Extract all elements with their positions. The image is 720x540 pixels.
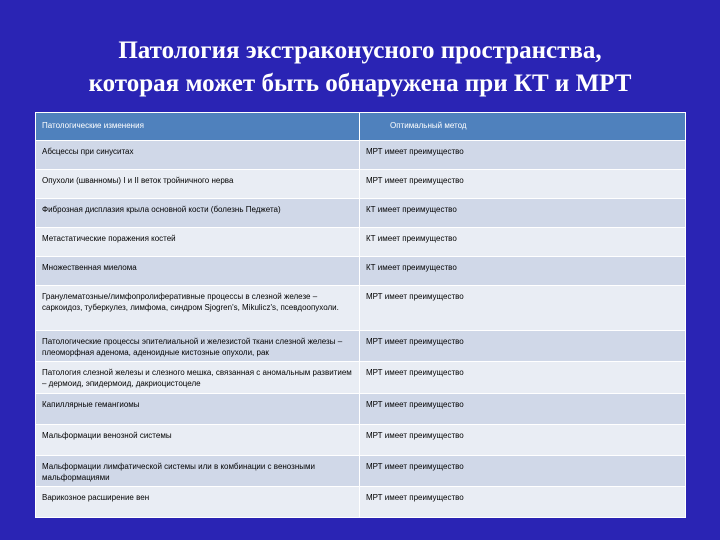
table-row	[36, 170, 686, 199]
cell-method: МРТ имеет преимущество	[360, 456, 686, 487]
table-row	[36, 425, 686, 456]
slide-title	[20, 34, 700, 100]
table-row	[36, 199, 686, 228]
table-row	[36, 331, 686, 362]
cell-pathology: Опухоли (шванномы) I и II веток тройничного нерва	[36, 170, 360, 199]
cell-pathology: Фиброзная дисплазия крыла основной кости (болезнь Педжета)	[36, 199, 360, 228]
cell-method: КТ имеет преимущество	[360, 257, 686, 286]
cell-pathology: Множественная миелома	[36, 257, 360, 286]
cell-method: МРТ имеет преимущество	[360, 425, 686, 456]
cell-pathology: Метастатические поражения костей	[36, 228, 360, 257]
cell-pathology: Мальформации венозной системы	[36, 425, 360, 456]
cell-pathology: Абсцессы при синуситах	[36, 141, 360, 170]
slide-title-line-1: Патология экстраконусного пространства,	[118, 37, 602, 64]
cell-pathology: Мальформации лимфатической системы или в комбинации с венозными мальформациями	[36, 456, 360, 487]
cell-method: МРТ имеет преимущество	[360, 394, 686, 425]
table-row	[36, 394, 686, 425]
cell-method: МРТ имеет преимущество	[360, 170, 686, 199]
cell-method: МРТ имеет преимущество	[360, 362, 686, 394]
cell-pathology: Патологические процессы эпителиальной и железистой ткани слезной железы – плеоморфная аденома, аденоидные кистозные опухоли, рак	[36, 331, 360, 362]
cell-method: МРТ имеет преимущество	[360, 331, 686, 362]
cell-method: КТ имеет преимущество	[360, 199, 686, 228]
table-row	[36, 141, 686, 170]
header-pathology: Патологические изменения	[36, 113, 360, 141]
header-optimal-method: Оптимальный метод	[360, 113, 686, 141]
table-row	[36, 286, 686, 331]
cell-pathology: Патология слезной железы и слезного мешка, связанная с аномальным развитием – дермоид, эпидермоид, дакриоцистоцеле	[36, 362, 360, 394]
cell-method: МРТ имеет преимущество	[360, 141, 686, 170]
table-header-row	[36, 113, 686, 141]
cell-method: КТ имеет преимущество	[360, 228, 686, 257]
table-row	[36, 228, 686, 257]
slide-title-line-2: которая может быть обнаружена при КТ и МРТ	[88, 70, 632, 97]
cell-method: МРТ имеет преимущество	[360, 487, 686, 518]
cell-pathology: Варикозное расширение вен	[36, 487, 360, 518]
table-row	[36, 362, 686, 394]
cell-method: МРТ имеет преимущество	[360, 286, 686, 331]
pathology-method-table	[35, 112, 686, 518]
table-row	[36, 456, 686, 487]
cell-pathology: Гранулематозные/лимфопролиферативные процессы в слезной железе – саркоидоз, туберкулез, лимфома, синдром Sjogren's, Mikulicz's, псевдоопухоли.	[36, 286, 360, 331]
table-row	[36, 257, 686, 286]
cell-pathology: Капиллярные гемангиомы	[36, 394, 360, 425]
table-row	[36, 487, 686, 518]
